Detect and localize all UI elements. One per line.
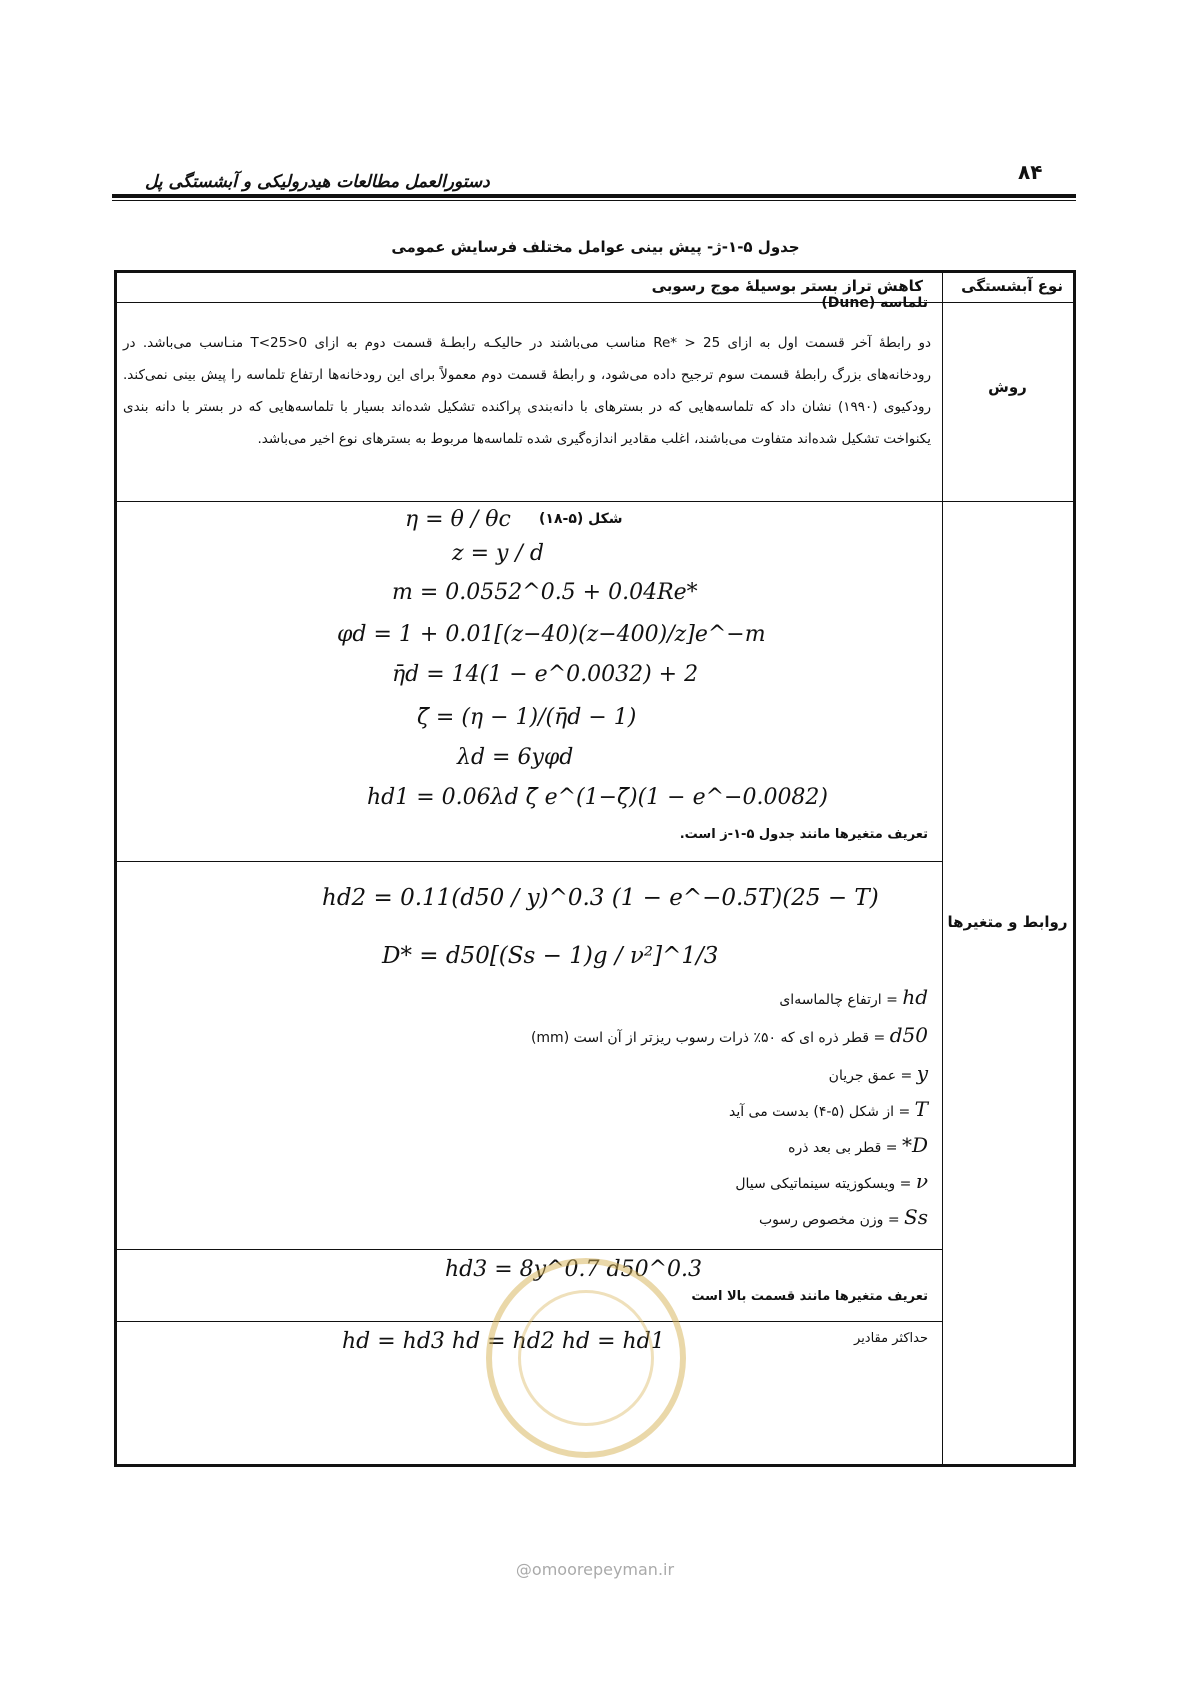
text-d-star: = قطر بی بعد ذره <box>788 1140 898 1156</box>
row-label-method: روش <box>988 378 1027 396</box>
text-d50: = قطر ذره ای که ۵۰٪ ذرات رسوب ریزتر از آن است (mm) <box>530 1030 886 1046</box>
equation-lambda-d: λd = 6yφd <box>457 745 574 770</box>
equation-hd1: hd1 = 0.06λd ζ̄ e^(1−ζ̄)(1 − e^−0.0082) <box>367 785 829 810</box>
page-number: ۸۴ <box>1018 160 1043 184</box>
row-divider-4 <box>117 1249 942 1250</box>
definition-nu <box>735 1169 928 1193</box>
equation-zeta-bar: ζ̄ = (η − 1)/(η̄d − 1) <box>417 705 637 730</box>
symbol-d50: d50 <box>889 1023 928 1047</box>
row-divider-3 <box>117 861 942 862</box>
max-values-label: حداکثر مقادیر <box>854 1331 928 1346</box>
header-rule-thick <box>112 194 1076 198</box>
definition-d50 <box>531 1023 928 1047</box>
column-header-value: کاهش تراز بستر بوسیلهٔ موج رسوبی <box>651 277 923 295</box>
equation-hd3: hd3 = 8y^0.7 d50^0.3 <box>445 1257 703 1282</box>
watermark-stamp-inner <box>518 1290 654 1426</box>
symbol-t: T <box>914 1097 928 1121</box>
definition-t <box>729 1097 928 1121</box>
running-header-title: دستورالعمل مطالعات هیدرولیکی و آبشستگی پل <box>145 172 490 192</box>
symbol-hd: hd <box>902 985 928 1009</box>
text-y: = عمق جریان <box>828 1068 913 1084</box>
figure-reference: شکل (۵-۱۸) <box>539 511 623 527</box>
symbol-d-star: D* <box>901 1133 928 1157</box>
equation-eta-bar-d: η̄d = 14(1 − e^0.0032) + 2 <box>392 662 699 687</box>
text-nu: = ویسکوزیته سینماتیکی سیال <box>735 1176 912 1192</box>
method-paragraph: دو رابطهٔ آخر قسمت اول به ازای Re* > 25 مناسب می‌باشند در حالیکـه رابطـهٔ قسمت دوم به ازای 0<T<25 منـاسب می‌باشد. در رودخانه‌های بزرگ رابطهٔ قسمت سوم ترجیح داده می‌شود، و رابطهٔ قسمت دوم معمولاً برای این رودخانه‌ها ارتفاع تلماسه را پیش بینی نمی‌کند. رودکیوی (۱۹۹۰) نشان داد که تلماسه‌هایی که در بسترهای با دانه‌بندی پراکنده تشکیل شده‌اند بسیار با تلماسه‌هایی که در بستر با دانه بندی یکنواخت تشکیل شده‌اند متفاوت می‌باشند، اغلب مقادیر اندازه‌گیری شده تلماسه‌ها مربوط به بسترهای نوع اخیر می‌باشد. <box>123 335 931 447</box>
definition-d-star <box>788 1133 928 1157</box>
header-rule-thin <box>112 200 1076 201</box>
symbol-nu: ν <box>915 1169 928 1193</box>
variable-definitions <box>228 985 928 1235</box>
equation-m: m = 0.0552^0.5 + 0.04Re* <box>392 580 698 605</box>
row-label-relations: روابط و متغیرها <box>947 913 1068 931</box>
part3-note: تعریف متغیرها مانند قسمت بالا است <box>691 1289 928 1304</box>
definition-hd <box>779 985 928 1009</box>
equation-phi-d: φd = 1 + 0.01[(z−40)(z−400)/z]e^−m <box>337 622 766 647</box>
symbol-y: y <box>916 1061 928 1085</box>
definition-y <box>829 1061 928 1085</box>
equation-d-star: D* = d50[(Ss − 1)g / ν²]^1/3 <box>382 943 719 969</box>
equation-eta: η = θ / θc <box>405 507 511 532</box>
watermark-url: @omoorepeyman.ir <box>515 1560 675 1579</box>
method-subtitle: تلماسه (Dune) <box>821 295 928 311</box>
equation-hd2: hd2 = 0.11(d50 / y)^0.3 (1 − e^−0.5T)(25 − T) <box>322 885 879 911</box>
column-header-type: نوع آبشستگی <box>961 277 1063 295</box>
equation-z: z = y / d <box>452 541 544 566</box>
part1-note: تعریف متغیرها مانند جدول ۵-۱-ز است. <box>679 827 928 842</box>
text-t: = از شکل (۵-۴) بدست می آید <box>728 1104 911 1120</box>
table-caption: جدول ۵-۱-ژ- پیش بینی عوامل مختلف فرسایش عمومی <box>391 238 800 256</box>
equation-max-values: hd = hd3 hd = hd2 hd = hd1 <box>342 1329 665 1354</box>
definition-ss <box>759 1205 928 1229</box>
text-hd: = ارتفاع چالماسه‌ای <box>779 992 898 1008</box>
row-divider-2 <box>117 501 1073 502</box>
column-divider <box>942 273 943 1464</box>
symbol-ss: Ss <box>904 1205 928 1229</box>
text-ss: = وزن مخصوص رسوب <box>758 1212 900 1228</box>
